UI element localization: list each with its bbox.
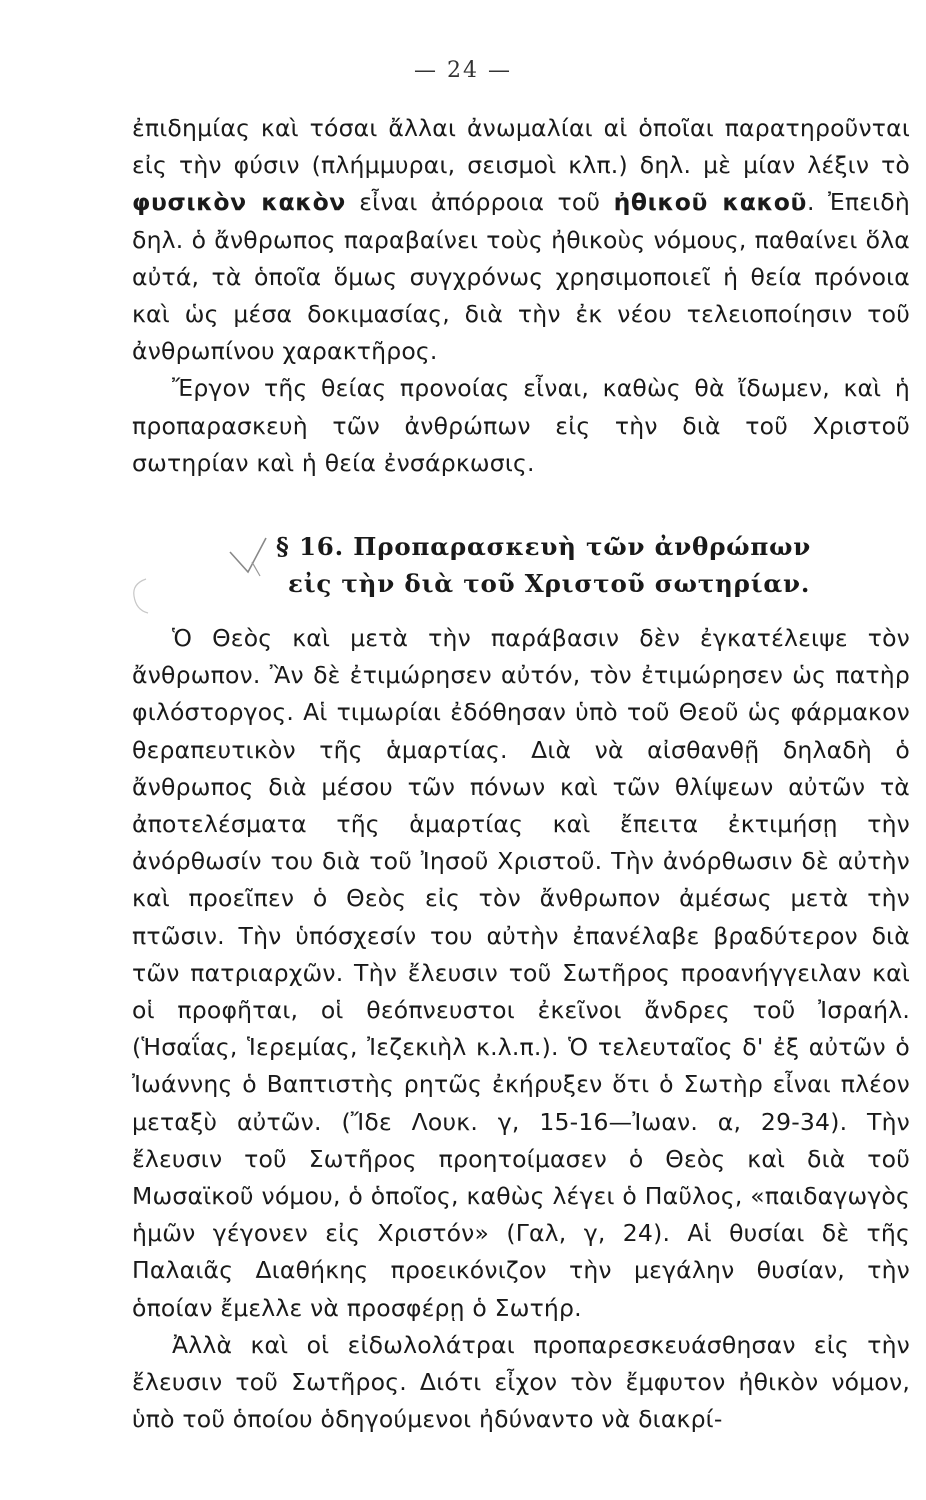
section-heading-line-2: εἰς τὴν διὰ τοῦ Χριστοῦ σωτηρίαν. [288,569,811,598]
bold-term-physical-evil: φυσικὸν κακὸν [132,188,346,217]
intro-paragraph-2: Ἔργον τῆς θείας προνοίας εἶναι, καθὼς θὰ ἴδωμεν, καὶ ἡ προπαρασκευὴ τῶν ἀνθρώπων εἰς τὴν διὰ τοῦ Χριστοῦ σωτηρίαν καὶ ἡ θεία ἐνσάρκωσις. [132,374,910,477]
intro-text-part: εἶναι ἀπόρροια τοῦ [345,188,614,217]
section-body [132,620,910,1438]
intro-text-block [132,110,910,482]
body-paragraph-1: Ὁ Θεὸς καὶ μετὰ τὴν παράβασιν δὲν ἐγκατέλειψε τὸν ἄνθρωπον. Ἂν δὲ ἐτιμώρησεν αὐτόν, τὸν ἐτιμώρησεν ὡς πατὴρ φιλόστοργος. Αἱ τιμωρίαι ἐδόθησαν ὑπὸ τοῦ Θεοῦ ὡς φάρμακον θεραπευτικὸν τῆς ἁμαρτίας. Διὰ νὰ αἰσθανθῇ δηλαδὴ ὁ ἄνθρωπος διὰ μέσου τῶν πόνων καὶ τῶν θλίψεων αὐτῶν τὰ ἀποτελέσματα τῆς ἁμαρτίας καὶ ἔπειτα ἐκτιμήσῃ τὴν ἀνόρθωσίν του διὰ τοῦ Ἰησοῦ Χριστοῦ. Τὴν ἀνόρθωσιν δὲ αὐτὴν καὶ προεῖπεν ὁ Θεὸς εἰς τὸν ἄνθρωπον ἀμέσως μετὰ τὴν πτῶσιν. Τὴν ὑπόσχεσίν του αὐτὴν ἐπανέλαβε βραδύτερον διὰ τῶν πατριαρχῶν. Τὴν ἔλευσιν τοῦ Σωτῆρος προανήγγειλαν καὶ οἱ προφῆται, οἱ θεόπνευστοι ἐκεῖνοι ἄνδρες τοῦ Ἰσραήλ. (Ἡσαΐας, Ἱερεμίας, Ἰεζεκιὴλ κ.λ.π.). Ὁ τελευταῖος δ' ἐξ αὐτῶν ὁ Ἰωάννης ὁ Βαπτιστὴς ρητῶς ἐκήρυξεν ὅτι ὁ Σωτὴρ εἶναι πλέον μεταξὺ αὐτῶν. (Ἴδε Λουκ. γ, 15-16—Ἰωαν. α, 29-34). Τὴν ἔλευσιν τοῦ Σωτῆρος προητοίμασεν ὁ Θεὸς καὶ διὰ τοῦ Μωσαϊκοῦ νόμου, ὁ ὁποῖος, καθὼς λέγει ὁ Παῦλος, «παιδαγωγὸς ἡμῶν γέγονεν εἰς Χριστόν» (Γαλ, γ, 24). Αἱ θυσίαι δὲ τῆς Παλαιᾶς Διαθήκης προεικόνιζον τὴν μεγάλην θυσίαν, τὴν ὁποίαν ἔμελλε νὰ προσφέρῃ ὁ Σωτήρ. [132,624,910,1322]
intro-text-part: . Ἐπειδὴ δηλ. ὁ ἄνθρωπος παραβαίνει τοὺς ἠθικοὺς νόμους, παθαίνει ὅλα αὐτά, τὰ ὁποῖα ὅμως συγχρόνως χρησιμοποιεῖ ἡ θεία πρόνοια καὶ ὡς μέσα δοκιμασίας, διὰ τὴν ἐκ νέου τελειοποίησιν τοῦ ἀνθρωπίνου χαρακτῆρος. [132,188,910,366]
body-paragraph-2: Ἀλλὰ καὶ οἱ εἰδωλολάτραι προπαρεσκευάσθησαν εἰς τὴν ἔλευσιν τοῦ Σωτῆρος. Διότι εἶχον τὸν ἔμφυτον ἠθικὸν νόμον, ὑπὸ τοῦ ὁποίου ὁδηγούμενοι ἠδύναντο νὰ διακρί- [132,1330,910,1434]
section-heading [276,528,811,602]
intro-text-part: ἐπιδημίας καὶ τόσαι ἄλλαι ἀνωμαλίαι αἱ ὁποῖαι παρατηροῦνται εἰς τὴν φύσιν (πλήμμυραι, σεισμοὶ κλπ.) δηλ. μὲ μίαν λέξιν τὸ [132,114,910,180]
bold-term-moral-evil: ἠθικοῦ κακοῦ [613,188,807,217]
intro-paragraph-1 [132,110,910,370]
page-number: — 24 — [414,58,512,83]
margin-bracket-icon [126,576,154,616]
section-heading-line-1: § 16. Προπαρασκευὴ τῶν ἀνθρώπων [276,532,812,561]
